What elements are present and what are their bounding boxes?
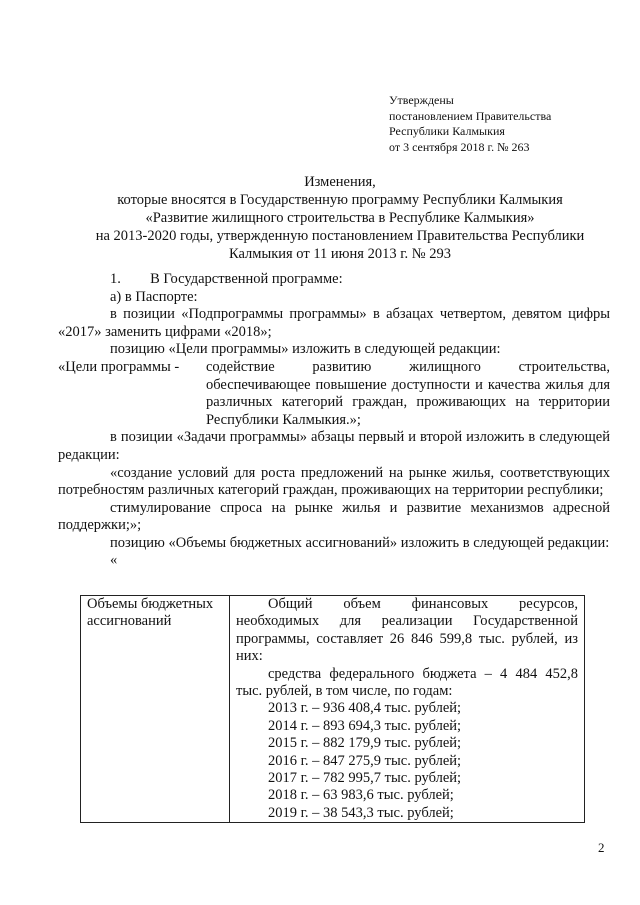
table-row: [81, 596, 585, 823]
approval-line: Утверждены: [389, 93, 454, 107]
item-text: В Государственной программе:: [150, 271, 343, 287]
title-line: Калмыкия от 11 июня 2013 г. № 293: [229, 246, 451, 262]
paragraph-task-1: «создание условий для роста предложений на рынке жилья, соответствующих потребностям различных категорий граждан, проживающих на территории республики;: [58, 464, 610, 499]
paragraph-subprograms: в позиции «Подпрограммы программы» в абзацах четвертом, девятом цифры «2017» заменить цифрами «2018»;: [58, 306, 610, 340]
budget-year: 2013 г. – 936 408,4 тыс. рублей;: [268, 700, 462, 717]
budget-total: Общий объем финансовых ресурсов, необходимых для реализации Государственной программы, составляет 26 846 599,8 тыс. рублей, из них:: [236, 596, 578, 665]
budget-federal: средства федерального бюджета – 4 484 452,8 тыс. рублей, в том числе, по годам:: [236, 665, 578, 700]
budget-table: [80, 595, 585, 823]
budget-year: 2016 г. – 847 275,9 тыс. рублей;: [268, 752, 462, 769]
budget-year: 2018 г. – 63 983,6 тыс. рублей;: [268, 787, 454, 804]
paragraph-budget-intro: позицию «Объемы бюджетных ассигнований» изложить в следующей редакции:: [110, 534, 610, 551]
document-title: [70, 173, 610, 263]
page-number: 2: [598, 840, 605, 855]
item-1: [58, 271, 610, 289]
approval-line: от 3 сентября 2018 г. № 263: [389, 139, 530, 154]
approval-line: Республики Калмыкия: [389, 124, 505, 138]
budget-year: 2017 г. – 782 995,7 тыс. рублей;: [268, 770, 462, 787]
paragraph-tasks-intro: в позиции «Задачи программы» абзацы первый и второй изложить в следующей редакции:: [58, 429, 610, 463]
title-line: Изменения,: [304, 174, 376, 190]
paragraph-task-2: стимулирование спроса на рынке жилья и развитие механизмов адресной поддержки;»;: [58, 499, 610, 534]
goals-text: содействие развитию жилищного строительства, обеспечивающее повышение доступности и качества жилья для различных категорий граждан, проживающих на территории Республики Калмыкия.»;: [206, 358, 610, 428]
budget-value-cell: [230, 596, 585, 823]
approval-stamp: [389, 93, 551, 155]
goals-block: [58, 359, 610, 429]
paragraph-goals-intro: позицию «Цели программы» изложить в следующей редакции:: [110, 341, 501, 358]
budget-year: 2014 г. – 893 694,3 тыс. рублей;: [268, 717, 462, 734]
goals-label: «Цели программы -: [58, 358, 180, 375]
document-body: [58, 271, 610, 568]
budget-year: 2015 г. – 882 179,9 тыс. рублей;: [268, 735, 462, 752]
sub-item-a: а) в Паспорте:: [110, 288, 198, 305]
title-line: которые вносятся в Государственную программу Республики Калмыкия: [117, 192, 563, 208]
title-line: «Развитие жилищного строительства в Республике Калмыкия»: [145, 210, 535, 226]
budget-label-cell: Объемы бюджетных ассигнований: [81, 596, 230, 823]
budget-year: 2019 г. – 38 543,3 тыс. рублей;: [268, 804, 454, 821]
approval-line: постановлением Правительства: [389, 108, 552, 123]
title-line: на 2013-2020 годы, утвержденную постановлением Правительства Республики: [95, 228, 585, 244]
quote-mark: «: [110, 551, 118, 568]
item-number: 1.: [110, 271, 121, 287]
